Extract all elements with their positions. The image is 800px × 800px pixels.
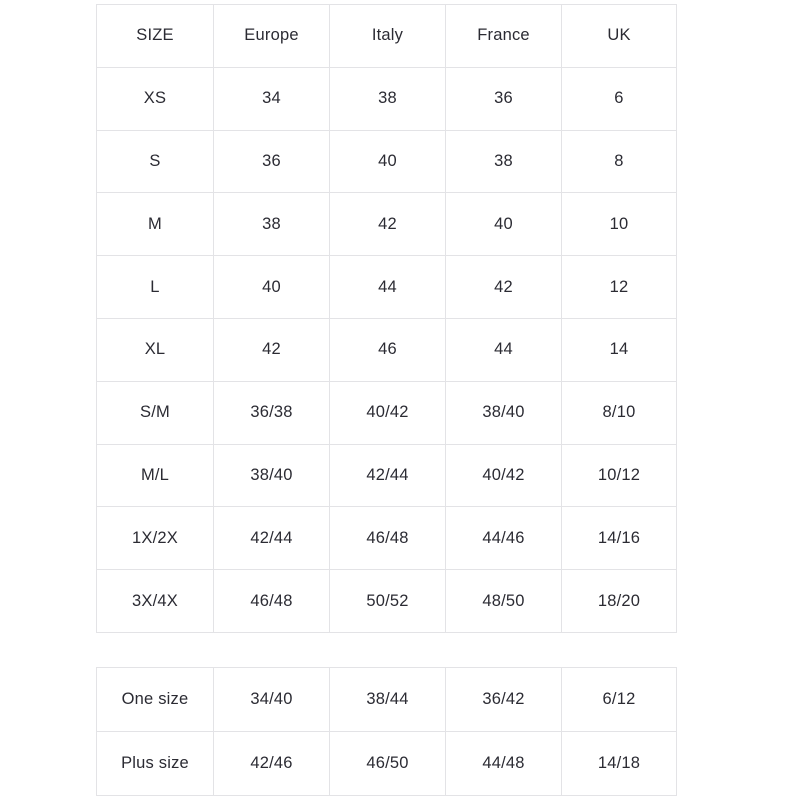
- cell-europe: 42: [214, 318, 330, 381]
- size-conversion-table: [96, 4, 677, 633]
- cell-france: 36: [446, 67, 562, 130]
- table-row: [97, 570, 677, 633]
- cell-italy: 42/44: [330, 444, 446, 507]
- table-row: [97, 130, 677, 193]
- cell-italy: 38/44: [330, 668, 446, 732]
- table-row: [97, 318, 677, 381]
- cell-france: 38: [446, 130, 562, 193]
- cell-europe: 36/38: [214, 381, 330, 444]
- table-row: [97, 193, 677, 256]
- cell-italy: 40: [330, 130, 446, 193]
- row-label: 3X/4X: [97, 570, 214, 633]
- row-label: One size: [97, 668, 214, 732]
- row-label: M/L: [97, 444, 214, 507]
- table-header-row: [97, 5, 677, 68]
- column-header-france: France: [446, 5, 562, 68]
- cell-france: 44/48: [446, 732, 562, 796]
- row-label: S: [97, 130, 214, 193]
- row-label: M: [97, 193, 214, 256]
- cell-europe: 38/40: [214, 444, 330, 507]
- table-row: [97, 67, 677, 130]
- column-header-italy: Italy: [330, 5, 446, 68]
- one-size-table-wrapper: [96, 667, 676, 796]
- cell-uk: 8: [562, 130, 677, 193]
- cell-europe: 36: [214, 130, 330, 193]
- cell-uk: 14/18: [562, 732, 677, 796]
- cell-europe: 38: [214, 193, 330, 256]
- cell-italy: 50/52: [330, 570, 446, 633]
- row-label: XS: [97, 67, 214, 130]
- cell-uk: 14: [562, 318, 677, 381]
- cell-uk: 8/10: [562, 381, 677, 444]
- cell-uk: 12: [562, 256, 677, 319]
- cell-france: 36/42: [446, 668, 562, 732]
- table-body: [97, 67, 677, 632]
- cell-italy: 42: [330, 193, 446, 256]
- row-label: 1X/2X: [97, 507, 214, 570]
- cell-italy: 40/42: [330, 381, 446, 444]
- cell-italy: 46/48: [330, 507, 446, 570]
- table-row: [97, 381, 677, 444]
- cell-europe: 34: [214, 67, 330, 130]
- table-row: [97, 732, 677, 796]
- cell-uk: 10: [562, 193, 677, 256]
- cell-uk: 6/12: [562, 668, 677, 732]
- cell-uk: 18/20: [562, 570, 677, 633]
- one-size-table: [96, 667, 677, 796]
- table-row: [97, 256, 677, 319]
- table-row: [97, 507, 677, 570]
- table-row: [97, 668, 677, 732]
- table-header: [97, 5, 677, 68]
- cell-france: 44: [446, 318, 562, 381]
- cell-italy: 46/50: [330, 732, 446, 796]
- cell-italy: 44: [330, 256, 446, 319]
- cell-france: 48/50: [446, 570, 562, 633]
- cell-uk: 6: [562, 67, 677, 130]
- column-header-uk: UK: [562, 5, 677, 68]
- row-label: L: [97, 256, 214, 319]
- cell-uk: 10/12: [562, 444, 677, 507]
- cell-europe: 42/44: [214, 507, 330, 570]
- cell-france: 40/42: [446, 444, 562, 507]
- table-row: [97, 444, 677, 507]
- cell-europe: 46/48: [214, 570, 330, 633]
- cell-europe: 42/46: [214, 732, 330, 796]
- cell-france: 38/40: [446, 381, 562, 444]
- cell-italy: 38: [330, 67, 446, 130]
- cell-europe: 40: [214, 256, 330, 319]
- row-label: S/M: [97, 381, 214, 444]
- column-header-size: SIZE: [97, 5, 214, 68]
- cell-italy: 46: [330, 318, 446, 381]
- row-label: Plus size: [97, 732, 214, 796]
- row-label: XL: [97, 318, 214, 381]
- cell-france: 40: [446, 193, 562, 256]
- cell-uk: 14/16: [562, 507, 677, 570]
- cell-france: 42: [446, 256, 562, 319]
- cell-europe: 34/40: [214, 668, 330, 732]
- column-header-europe: Europe: [214, 5, 330, 68]
- table-body: [97, 668, 677, 796]
- cell-france: 44/46: [446, 507, 562, 570]
- size-conversion-table-wrapper: [96, 4, 676, 633]
